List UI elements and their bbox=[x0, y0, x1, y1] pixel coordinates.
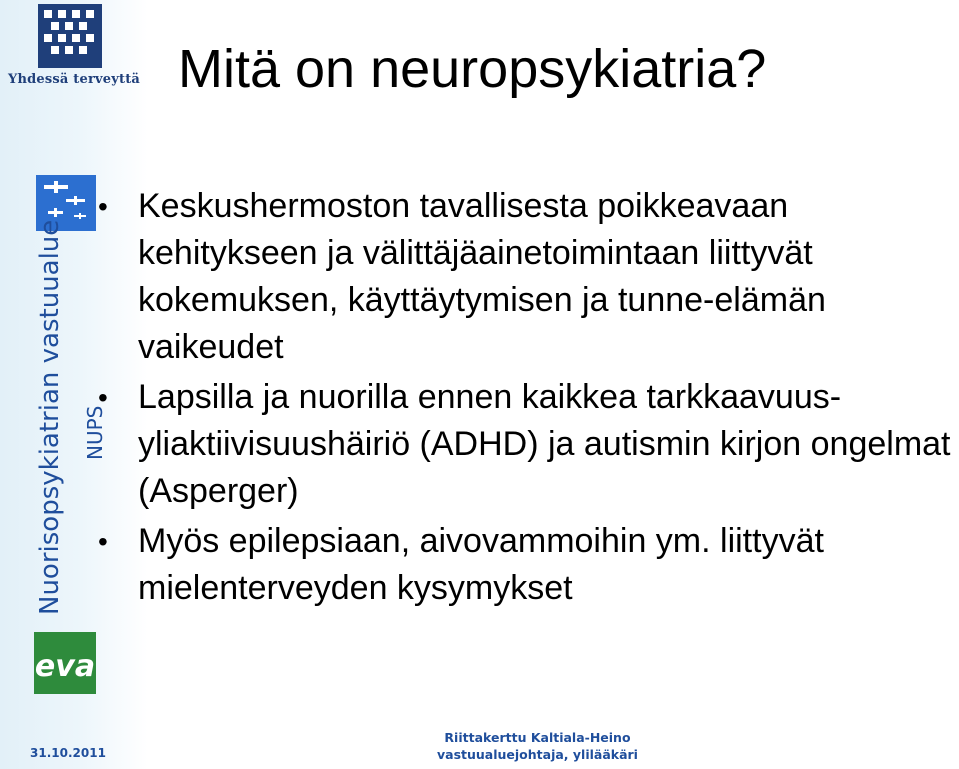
bullet-text: Myös epilepsiaan, aivovammoihin ym. liittyvät mielenterveyden kysymykset bbox=[138, 522, 824, 607]
bullet-list bbox=[96, 183, 956, 615]
bullet-item bbox=[96, 518, 956, 612]
slide-date: 31.10.2011 bbox=[30, 746, 106, 760]
unit-abbr-vertical: NUPS bbox=[83, 405, 107, 460]
footer-role: vastuualuejohtaja, ylilääkäri bbox=[437, 747, 638, 762]
bullet-dot-icon: • bbox=[98, 191, 108, 222]
eva-logo-text: eva bbox=[34, 649, 96, 684]
org-name: Yhdessä terveyttä bbox=[8, 72, 141, 87]
unit-name-vertical: Nuorisopsykiatrian vastuualue bbox=[35, 219, 65, 615]
bullet-item bbox=[96, 374, 956, 515]
hospital-logo bbox=[38, 4, 102, 73]
bullet-dot-icon: • bbox=[98, 526, 108, 557]
bullet-dot-icon: • bbox=[98, 382, 108, 413]
bullet-text: Keskushermoston tavallisesta poikkeavaan kehitykseen ja välittäjäainetoimintaan liittyvät kokemuksen, käyttäytymisen ja tunne-elämän vaikeudet bbox=[138, 187, 826, 366]
slide-title: Mitä on neuropsykiatria? bbox=[178, 39, 767, 99]
footer bbox=[437, 729, 638, 763]
eva-logo bbox=[34, 632, 96, 699]
footer-author: Riittakerttu Kaltiala-Heino bbox=[444, 730, 631, 745]
bullet-item bbox=[96, 183, 956, 371]
bullet-text: Lapsilla ja nuorilla ennen kaikkea tarkkaavuus-yliaktiivisuushäiriö (ADHD) ja autismin kirjon ongelmat (Asperger) bbox=[138, 378, 951, 510]
